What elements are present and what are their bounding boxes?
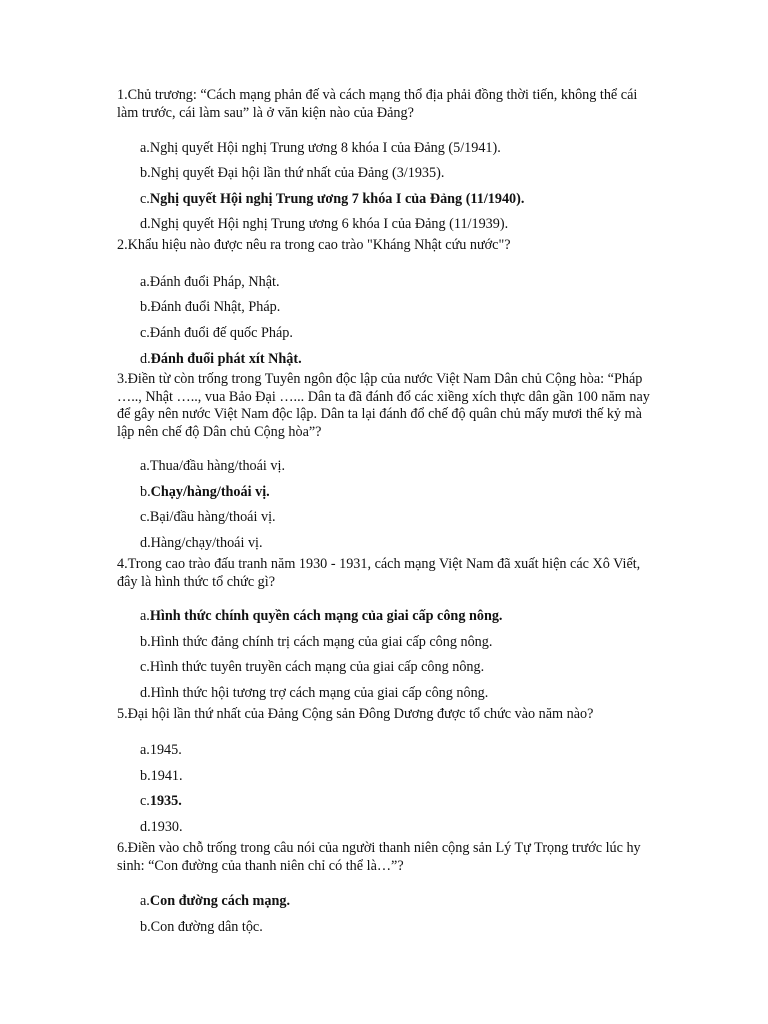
- q4-option-a: [140, 608, 502, 626]
- option-prefix: c.: [140, 659, 150, 675]
- option-text: 1935.: [149, 793, 182, 809]
- q6-option-a: [140, 893, 290, 911]
- q2-option-b: [140, 299, 280, 317]
- option-text: Nghị quyết Hội nghị Trung ương 6 khóa I của Đảng (11/1939).: [150, 216, 509, 232]
- option-prefix: d.: [140, 819, 151, 835]
- option-prefix: d.: [140, 216, 151, 232]
- option-prefix: b.: [140, 165, 151, 181]
- question-2: 2.Khẩu hiệu nào được nêu ra trong cao trào "Kháng Nhật cứu nước"?: [117, 237, 511, 253]
- q3-option-b: [140, 484, 270, 502]
- q2-option-d: [140, 351, 302, 369]
- question-3: 3.Điền từ còn trống trong Tuyên ngôn độc lập của nước Việt Nam Dân chủ Cộng hòa: “Pháp ….., Nhật ….., vua Bảo Đại …... Dân ta đã đánh đổ các xiềng xích thực dân gần 100 năm nay để gây nên nước Việt Nam độc lập. Dân ta lại đánh đổ chế độ quân chủ mấy mươi thế kỷ mà lập nên chế độ Dân chủ Cộng hòa”?: [117, 371, 650, 440]
- option-prefix: b.: [140, 634, 151, 650]
- option-text: Hình thức đảng chính trị cách mạng của giai cấp công nông.: [150, 634, 493, 650]
- option-prefix: a.: [140, 274, 150, 290]
- q4-option-c: [140, 659, 484, 677]
- option-prefix: c.: [140, 793, 150, 809]
- option-prefix: c.: [140, 191, 150, 207]
- q4-option-d: [140, 685, 488, 703]
- q1-option-d: [140, 216, 508, 234]
- option-text: Nghị quyết Đại hội lần thứ nhất của Đảng (3/1935).: [150, 165, 445, 181]
- q5-option-b: [140, 768, 183, 786]
- option-text: Hình thức chính quyền cách mạng của giai cấp công nông.: [149, 608, 503, 624]
- option-text: Hình thức tuyên truyền cách mạng của giai cấp công nông.: [149, 659, 485, 675]
- q5-option-d: [140, 819, 183, 837]
- q5-option-a: [140, 742, 182, 760]
- option-text: Thua/đầu hàng/thoái vị.: [149, 458, 286, 474]
- option-prefix: a.: [140, 458, 150, 474]
- q1-option-c: [140, 191, 524, 209]
- option-text: Con đường cách mạng.: [149, 893, 290, 909]
- q6-option-b: [140, 919, 263, 937]
- option-text: Đánh đuổi phát xít Nhật.: [150, 351, 302, 367]
- q3-option-d: [140, 535, 263, 553]
- q1-option-a: [140, 140, 501, 158]
- q3-option-c: [140, 509, 276, 527]
- q5-option-c: [140, 793, 182, 811]
- option-prefix: d.: [140, 685, 151, 701]
- q3-option-a: [140, 458, 285, 476]
- option-prefix: b.: [140, 299, 151, 315]
- q1-option-b: [140, 165, 444, 183]
- option-text: Bại/đầu hàng/thoái vị.: [149, 509, 276, 525]
- option-prefix: a.: [140, 893, 150, 909]
- option-text: Nghị quyết Hội nghị Trung ương 8 khóa I của Đảng (5/1941).: [149, 140, 501, 156]
- option-text: Đánh đuổi đế quốc Pháp.: [149, 325, 293, 341]
- option-prefix: b.: [140, 768, 151, 784]
- question-6: 6.Điền vào chỗ trống trong câu nói của người thanh niên cộng sản Lý Tự Trọng trước lúc hy sinh: “Con đường của thanh niên chỉ có thể là…”?: [117, 840, 641, 874]
- option-prefix: d.: [140, 535, 151, 551]
- q2-option-a: [140, 274, 280, 292]
- option-prefix: d.: [140, 351, 151, 367]
- option-prefix: b.: [140, 484, 151, 500]
- option-text: Hình thức hội tương trợ cách mạng của giai cấp công nông.: [150, 685, 489, 701]
- option-text: Chạy/hàng/thoái vị.: [150, 484, 270, 500]
- option-text: Hàng/chạy/thoái vị.: [150, 535, 263, 551]
- option-prefix: a.: [140, 742, 150, 758]
- question-4: 4.Trong cao trào đấu tranh năm 1930 - 1931, cách mạng Việt Nam đã xuất hiện các Xô Viết, đây là hình thức tổ chức gì?: [117, 556, 641, 590]
- option-text: Con đường dân tộc.: [150, 919, 263, 935]
- option-text: 1941.: [150, 768, 183, 784]
- option-text: Đánh đuổi Pháp, Nhật.: [149, 274, 280, 290]
- question-1: 1.Chủ trương: “Cách mạng phản đế và cách mạng thổ địa phải đồng thời tiến, không thể cái làm trước, cái làm sau” là ở văn kiện nào của Đảng?: [117, 87, 638, 121]
- option-text: 1930.: [150, 819, 183, 835]
- option-prefix: b.: [140, 919, 151, 935]
- option-text: Đánh đuổi Nhật, Pháp.: [150, 299, 281, 315]
- option-prefix: c.: [140, 509, 150, 525]
- option-prefix: c.: [140, 325, 150, 341]
- question-5: 5.Đại hội lần thứ nhất của Đảng Cộng sản Đông Dương được tổ chức vào năm nào?: [117, 706, 594, 722]
- option-text: Nghị quyết Hội nghị Trung ương 7 khóa I của Đảng (11/1940).: [149, 191, 525, 207]
- option-text: 1945.: [149, 742, 182, 758]
- option-prefix: a.: [140, 608, 150, 624]
- q4-option-b: [140, 634, 492, 652]
- option-prefix: a.: [140, 140, 150, 156]
- q2-option-c: [140, 325, 293, 343]
